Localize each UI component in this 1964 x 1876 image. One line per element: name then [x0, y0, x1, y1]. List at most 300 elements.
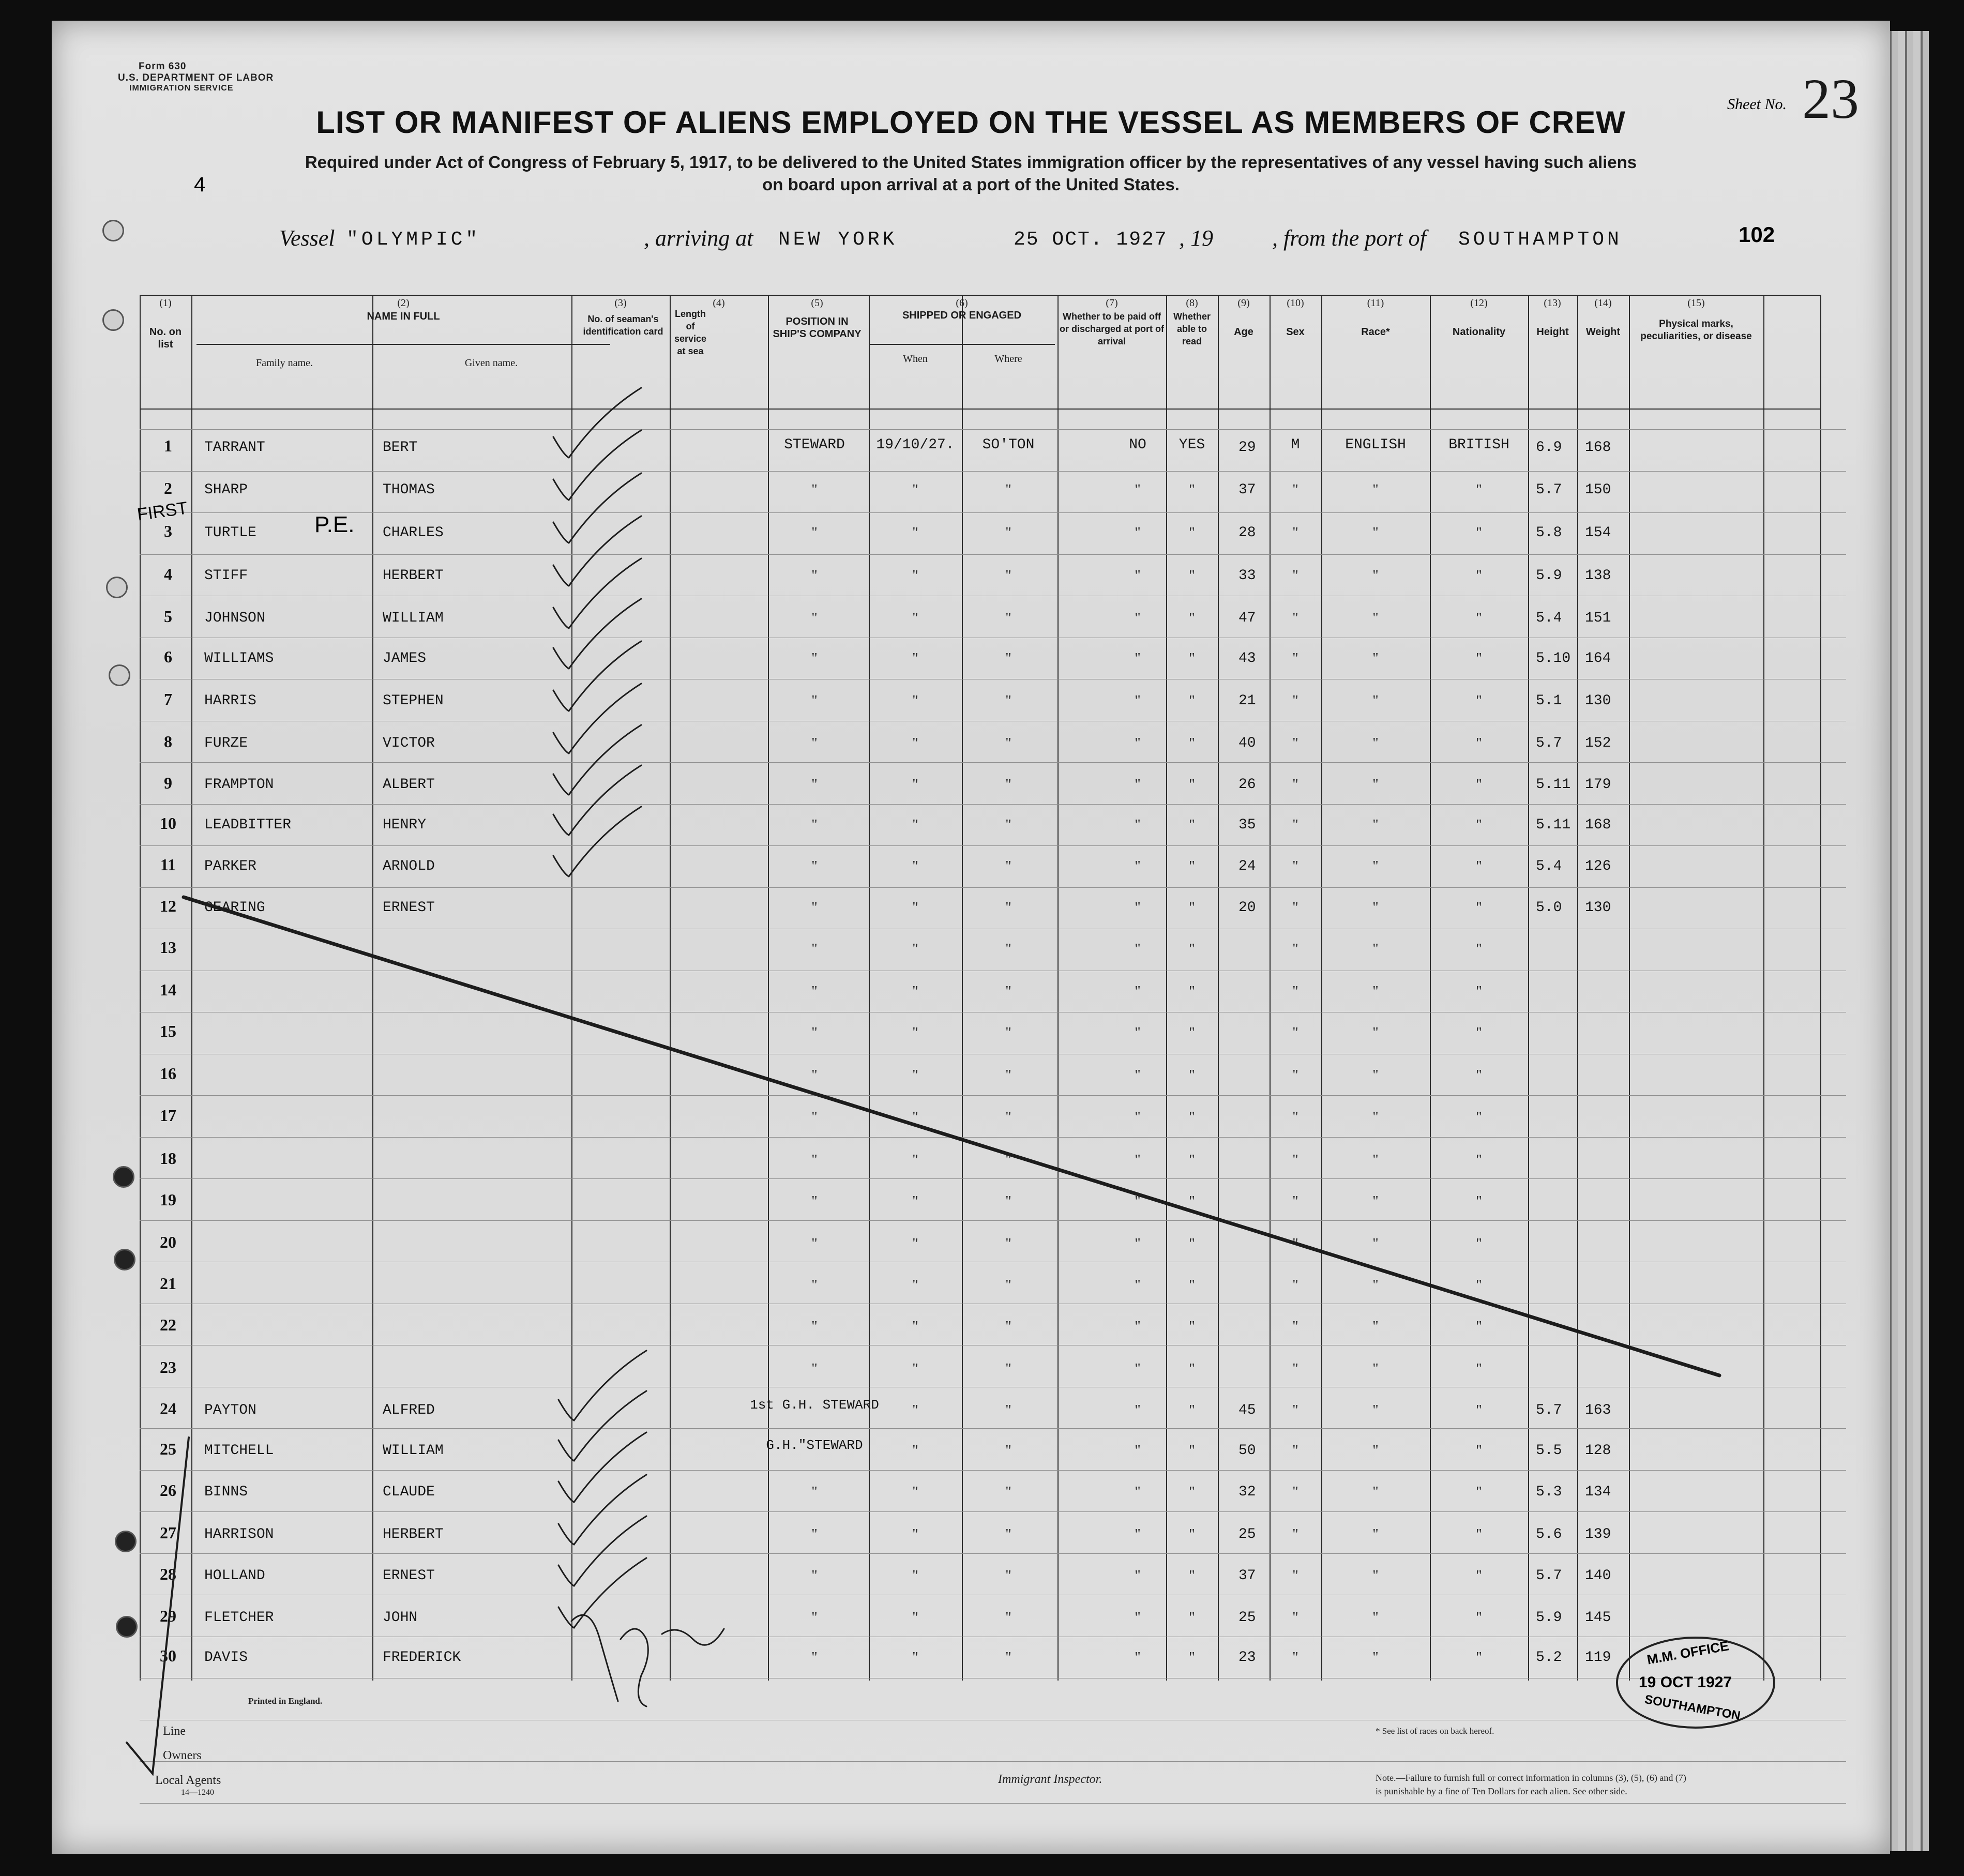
ditto-mark: " [1189, 1319, 1195, 1335]
ditto-mark: " [1292, 900, 1298, 916]
page-number: 102 [1739, 222, 1775, 247]
ditto-mark: " [1476, 610, 1482, 626]
ditto-mark: " [912, 858, 918, 874]
ditto-mark: " [1292, 941, 1298, 957]
ditto-mark: " [912, 1109, 918, 1125]
ditto-mark: " [1372, 817, 1379, 833]
ditto-mark: " [811, 610, 818, 626]
ditto-mark: " [1189, 1650, 1195, 1666]
family-name: HARRISON [204, 1526, 274, 1542]
weight-cell: 138 [1585, 568, 1611, 584]
ditto-mark: " [811, 1277, 818, 1293]
family-name: FLETCHER [204, 1610, 274, 1626]
ditto-mark: " [1135, 1193, 1141, 1209]
age-cell: 45 [1238, 1402, 1256, 1418]
family-name: BINNS [204, 1484, 248, 1500]
family-name: JOHNSON [204, 610, 265, 626]
ditto-mark: " [1135, 1568, 1141, 1584]
ditto-mark: " [1189, 1484, 1195, 1500]
age-cell: 21 [1238, 693, 1256, 709]
header-name-in-full: NAME IN FULL [367, 311, 440, 322]
cancellation-line [184, 897, 1719, 1375]
ditto-mark: " [912, 1484, 918, 1500]
ditto-mark: " [1476, 817, 1482, 833]
row-number: 9 [164, 774, 172, 792]
ditto-mark: " [1292, 817, 1298, 833]
header-position: POSITION IN SHIP'S COMPANY [773, 316, 862, 340]
given-name: BERT [383, 440, 418, 456]
ditto-mark: " [912, 693, 918, 709]
ditto-mark: " [1476, 1443, 1482, 1459]
weight-cell: 154 [1585, 525, 1611, 541]
column-number: (5) [811, 297, 823, 309]
height-cell: 5.11 [1536, 777, 1571, 793]
ditto-mark: " [1372, 1236, 1379, 1252]
ditto-mark: " [1135, 1236, 1141, 1252]
height-cell: 5.0 [1536, 900, 1562, 916]
ditto-mark: " [1005, 1319, 1011, 1335]
family-name: PARKER [204, 858, 256, 874]
weight-cell: 168 [1585, 817, 1611, 833]
ditto-mark: " [1005, 1402, 1011, 1418]
ditto-mark: " [1189, 1109, 1195, 1125]
ditto-mark: " [912, 568, 918, 584]
family-name: HARRIS [204, 693, 256, 709]
ditto-mark: " [811, 1193, 818, 1209]
ditto-mark: " [1476, 1526, 1482, 1542]
given-name: WILLIAM [383, 1443, 444, 1459]
row-number: 22 [160, 1315, 176, 1334]
height-cell: 5.9 [1536, 1610, 1562, 1626]
header-shipped-engaged: SHIPPED OR ENGAGED [902, 310, 1022, 321]
row-number: 2 [164, 479, 172, 497]
ditto-mark: " [1189, 610, 1195, 626]
margin-mark: 4 [194, 173, 206, 196]
ditto-mark: " [912, 1193, 918, 1209]
ditto-mark: " [811, 1361, 818, 1377]
header-weight: Weight [1585, 326, 1621, 338]
ditto-mark: " [1189, 735, 1195, 751]
ditto-mark: " [811, 1610, 818, 1626]
column-number: (13) [1544, 297, 1561, 309]
ditto-mark: " [912, 1067, 918, 1083]
age-cell: 37 [1238, 482, 1256, 498]
given-name: HERBERT [383, 568, 444, 584]
nationality-cell: BRITISH [1448, 437, 1509, 453]
ditto-mark: " [1476, 482, 1482, 498]
row-number: 24 [160, 1399, 176, 1418]
family-name: TURTLE [204, 525, 256, 541]
ditto-mark: " [1135, 610, 1141, 626]
age-cell: 26 [1238, 777, 1256, 793]
family-name: TARRANT [204, 440, 265, 456]
stamp-bottom-text: SOUTHAMPTON [1643, 1692, 1742, 1723]
family-name: GEARING [204, 900, 265, 916]
row-number: 20 [160, 1233, 176, 1251]
weight-cell: 164 [1585, 650, 1611, 667]
ditto-mark: " [912, 817, 918, 833]
ditto-mark: " [1372, 1526, 1379, 1542]
ditto-mark: " [1292, 610, 1298, 626]
ditto-mark: " [1005, 1109, 1011, 1125]
row-number: 13 [160, 938, 176, 957]
weight-cell: 134 [1585, 1484, 1611, 1500]
ditto-mark: " [811, 1319, 818, 1335]
ditto-mark: " [1135, 568, 1141, 584]
ditto-mark: " [811, 1650, 818, 1666]
ditto-mark: " [1189, 858, 1195, 874]
ditto-mark: " [1476, 941, 1482, 957]
ditto-mark: " [1292, 1109, 1298, 1125]
sheet-number: 23 [1802, 67, 1859, 130]
ditto-mark: " [1135, 900, 1141, 916]
ditto-mark: " [1005, 1443, 1011, 1459]
ditto-mark: " [1476, 858, 1482, 874]
height-cell: 5.7 [1536, 1568, 1562, 1584]
ditto-mark: " [1476, 984, 1482, 1000]
height-cell: 5.7 [1536, 1402, 1562, 1418]
check-mark [553, 430, 641, 500]
first-class-annotation: FIRST [135, 498, 189, 525]
header-family-name: Family name. [256, 357, 313, 369]
ditto-mark: " [811, 1568, 818, 1584]
given-name: ALBERT [383, 777, 435, 793]
row-number: 21 [160, 1274, 176, 1293]
ditto-mark: " [1292, 1193, 1298, 1209]
ditto-mark: " [1005, 858, 1011, 874]
ditto-mark: " [1372, 650, 1379, 667]
ditto-mark: " [912, 1610, 918, 1626]
family-name: LEADBITTER [204, 817, 292, 833]
ditto-mark: " [1005, 1610, 1011, 1626]
ditto-mark: " [811, 1025, 818, 1041]
ditto-mark: " [1189, 693, 1195, 709]
ditto-mark: " [1476, 1402, 1482, 1418]
where-cell: SO'TON [982, 437, 1035, 453]
ditto-mark: " [1189, 1277, 1195, 1293]
race-cell: ENGLISH [1345, 437, 1406, 453]
ditto-mark: " [1135, 735, 1141, 751]
ditto-mark: " [912, 1152, 918, 1168]
ditto-mark: " [1005, 482, 1011, 498]
form-code: 14—1240 [181, 1788, 214, 1797]
check-mark [553, 684, 641, 753]
ditto-mark: " [1135, 777, 1141, 793]
ditto-mark: " [1189, 777, 1195, 793]
ditto-mark: " [1372, 777, 1379, 793]
sheet-number-label: Sheet No. [1727, 96, 1787, 113]
ditto-mark: " [1135, 858, 1141, 874]
handwritten-marks [52, 21, 1890, 1854]
ditto-mark: " [1372, 693, 1379, 709]
row-number: 23 [160, 1358, 176, 1376]
weight-cell: 126 [1585, 858, 1611, 874]
header-paid-off: Whether to be paid off or discharged at port of arrival [1059, 311, 1165, 346]
ditto-mark: " [1189, 1361, 1195, 1377]
age-cell: 47 [1238, 610, 1256, 626]
age-cell: 25 [1238, 1610, 1256, 1626]
row-number: 1 [164, 436, 172, 455]
ditto-mark: " [1372, 735, 1379, 751]
ditto-mark: " [1372, 1484, 1379, 1500]
ditto-mark: " [1476, 568, 1482, 584]
row-number: 12 [160, 897, 176, 915]
age-cell: 40 [1238, 735, 1256, 751]
ditto-mark: " [1005, 1361, 1011, 1377]
weight-cell: 179 [1585, 777, 1611, 793]
given-name: CLAUDE [383, 1484, 435, 1500]
check-mark [553, 641, 641, 711]
check-mark [558, 1516, 646, 1586]
ditto-mark: " [811, 1152, 818, 1168]
family-name: PAYTON [204, 1402, 256, 1418]
margin-check-mark [127, 1438, 189, 1774]
ditto-mark: " [1135, 1277, 1141, 1293]
ditto-mark: " [811, 482, 818, 498]
ditto-mark: " [1372, 1025, 1379, 1041]
from-port-label: , from the port of [1272, 225, 1426, 251]
weight-cell: 128 [1585, 1443, 1611, 1459]
ditto-mark: " [811, 735, 818, 751]
column-number: (15) [1687, 297, 1705, 309]
ditto-mark: " [811, 1526, 818, 1542]
height-cell: 5.7 [1536, 735, 1562, 751]
header-where: Where [994, 353, 1022, 365]
fine-note-line-1: Note.—Failure to furnish full or correct information in columns (3), (5), (6) and (7) [1376, 1773, 1686, 1783]
ditto-mark: " [811, 1067, 818, 1083]
ditto-mark: " [1372, 1109, 1379, 1125]
given-name: ALFRED [383, 1402, 435, 1418]
header-physical-marks: Physical marks, peculiarities, or disease [1640, 319, 1752, 342]
ditto-mark: " [811, 858, 818, 874]
check-mark [553, 558, 641, 628]
ditto-mark: " [1005, 693, 1011, 709]
ditto-mark: " [1292, 1067, 1298, 1083]
weight-cell: 145 [1585, 1610, 1611, 1626]
header-age: Age [1234, 326, 1253, 338]
ditto-mark: " [1372, 1319, 1379, 1335]
family-name: MITCHELL [204, 1443, 274, 1459]
year-label: , 19 [1179, 225, 1213, 251]
height-cell: 6.9 [1536, 440, 1562, 456]
ditto-mark: " [1005, 568, 1011, 584]
row-number: 4 [164, 565, 172, 583]
ditto-mark: " [1476, 1650, 1482, 1666]
header-able-read: Whether able to read [1173, 311, 1211, 346]
ditto-mark: " [1372, 1193, 1379, 1209]
ditto-mark: " [1005, 610, 1011, 626]
read-cell: YES [1179, 437, 1205, 453]
ditto-mark: " [1005, 1650, 1011, 1666]
row-number: 14 [160, 980, 176, 999]
subtitle-line-2: on board upon arrival at a port of the United States. [762, 175, 1180, 194]
ditto-mark: " [1189, 1568, 1195, 1584]
ditto-mark: " [1292, 984, 1298, 1000]
ditto-mark: " [1005, 777, 1011, 793]
ditto-mark: " [1189, 984, 1195, 1000]
ditto-mark: " [1476, 1319, 1482, 1335]
height-cell: 5.4 [1536, 610, 1562, 626]
ditto-mark: " [1135, 482, 1141, 498]
line-label: Line [163, 1724, 186, 1738]
ditto-mark: " [1135, 1526, 1141, 1542]
given-name: JAMES [383, 650, 427, 667]
ditto-mark: " [1292, 693, 1298, 709]
weight-cell: 150 [1585, 482, 1611, 498]
height-cell: 5.9 [1536, 568, 1562, 584]
ditto-mark: " [1135, 1443, 1141, 1459]
printed-in-england: Printed in England. [248, 1696, 323, 1706]
family-name: SHARP [204, 482, 248, 498]
row-number: 17 [160, 1106, 176, 1125]
row-number: 26 [160, 1481, 176, 1500]
ditto-mark: " [1005, 900, 1011, 916]
weight-cell: 152 [1585, 735, 1611, 751]
given-name: JOHN [383, 1610, 418, 1626]
given-name: THOMAS [383, 482, 435, 498]
age-cell: 28 [1238, 525, 1256, 541]
height-cell: 5.5 [1536, 1443, 1562, 1459]
ditto-mark: " [1189, 1443, 1195, 1459]
ditto-mark: " [811, 1109, 818, 1125]
ditto-mark: " [1005, 941, 1011, 957]
ditto-mark: " [1372, 1610, 1379, 1626]
ditto-mark: " [912, 1443, 918, 1459]
header-given-name: Given name. [464, 357, 518, 369]
ditto-mark: " [1135, 1152, 1141, 1168]
ditto-mark: " [1476, 900, 1482, 916]
ditto-mark: " [1372, 525, 1379, 541]
age-cell: 24 [1238, 858, 1256, 874]
check-mark [558, 1351, 646, 1420]
family-name: WILLIAMS [204, 650, 274, 667]
ditto-mark: " [1135, 1650, 1141, 1666]
ditto-mark: " [1372, 1152, 1379, 1168]
ditto-mark: " [912, 610, 918, 626]
ditto-mark: " [1372, 568, 1379, 584]
check-mark [553, 725, 641, 795]
ditto-mark: " [1189, 1610, 1195, 1626]
height-cell: 5.7 [1536, 482, 1562, 498]
ditto-mark: " [1476, 693, 1482, 709]
family-name: STIFF [204, 568, 248, 584]
ditto-mark: " [811, 1484, 818, 1500]
ditto-mark: " [912, 650, 918, 667]
age-cell: 32 [1238, 1484, 1256, 1500]
check-mark [558, 1475, 646, 1545]
check-mark [553, 516, 641, 586]
family-name: HOLLAND [204, 1568, 265, 1584]
ditto-mark: " [1189, 1402, 1195, 1418]
ditto-mark: " [1135, 1319, 1141, 1335]
column-number: (6) [956, 297, 968, 309]
ditto-mark: " [1005, 1067, 1011, 1083]
column-number: (7) [1106, 297, 1118, 309]
age-cell: 29 [1238, 440, 1256, 456]
ditto-mark: " [1292, 568, 1298, 584]
weight-cell: 119 [1585, 1650, 1611, 1666]
ditto-mark: " [912, 900, 918, 916]
check-mark [558, 1558, 646, 1628]
subtitle-line-1: Required under Act of Congress of February 5, 1917, to be delivered to the United States immigration officer by the representatives of any vessel having such aliens [305, 153, 1637, 172]
ditto-mark: " [1476, 1109, 1482, 1125]
ditto-mark: " [1292, 1236, 1298, 1252]
ditto-mark: " [1005, 1193, 1011, 1209]
ditto-mark: " [912, 984, 918, 1000]
ditto-mark: " [1372, 1650, 1379, 1666]
vessel-label: Vessel [279, 225, 335, 251]
check-mark [558, 1391, 646, 1461]
ditto-mark: " [1372, 1568, 1379, 1584]
age-cell: 35 [1238, 817, 1256, 833]
height-cell: 5.3 [1536, 1484, 1562, 1500]
ditto-mark: " [912, 735, 918, 751]
ditto-mark: " [1292, 735, 1298, 751]
header-when: When [903, 353, 928, 365]
ditto-mark: " [1372, 1443, 1379, 1459]
arrival-date: 25 OCT. 1927 [1014, 229, 1168, 251]
row-number: 5 [164, 607, 172, 626]
check-mark [553, 473, 641, 543]
row-number: 10 [160, 814, 176, 833]
ditto-mark: " [1476, 650, 1482, 667]
row-number: 11 [160, 855, 176, 874]
arriving-label: , arriving at [644, 225, 753, 251]
column-number: (8) [1186, 297, 1198, 309]
ditto-mark: " [1476, 1610, 1482, 1626]
fine-note-line-2: is punishable by a fine of Ten Dollars for each alien. See other side. [1376, 1786, 1627, 1796]
inspector-label: Immigrant Inspector. [998, 1773, 1102, 1786]
ditto-mark: " [1372, 610, 1379, 626]
header-race: Race* [1361, 326, 1390, 338]
ditto-mark: " [1476, 1193, 1482, 1209]
weight-cell: 130 [1585, 693, 1611, 709]
weight-cell: 163 [1585, 1402, 1611, 1418]
row-number: 28 [160, 1565, 176, 1583]
inspector-signature [571, 1615, 724, 1706]
given-name: FREDERICK [383, 1650, 461, 1666]
position-cell: G.H."STEWARD [766, 1438, 863, 1453]
height-cell: 5.6 [1536, 1526, 1562, 1542]
ditto-mark: " [1372, 482, 1379, 498]
ditto-mark: " [1476, 1568, 1482, 1584]
ditto-mark: " [1292, 1152, 1298, 1168]
row-number: 15 [160, 1022, 176, 1040]
row-number: 3 [164, 522, 172, 540]
header-seaman-card: No. of seaman's identification card [583, 314, 663, 337]
ditto-mark: " [1292, 1277, 1298, 1293]
given-name: HERBERT [383, 1526, 444, 1542]
header-no-on-list: No. on list [149, 326, 182, 350]
ditto-mark: " [912, 1236, 918, 1252]
when-cell: 19/10/27. [876, 437, 955, 453]
family-name: DAVIS [204, 1650, 248, 1666]
ditto-mark: " [1292, 1443, 1298, 1459]
manifest-title: LIST OR MANIFEST OF ALIENS EMPLOYED ON THE VESSEL AS MEMBERS OF CREW [316, 105, 1626, 140]
ditto-mark: " [1135, 1361, 1141, 1377]
header-length-service: Length of service at sea [674, 309, 707, 356]
stamp-date: 19 OCT 1927 [1639, 1674, 1732, 1691]
height-cell: 5.4 [1536, 858, 1562, 874]
ditto-mark: " [1372, 900, 1379, 916]
ditto-mark: " [811, 941, 818, 957]
height-cell: 5.2 [1536, 1650, 1562, 1666]
family-name: FRAMPTON [204, 777, 274, 793]
arriving-port: NEW YORK [778, 229, 898, 251]
ditto-mark: " [1372, 941, 1379, 957]
given-name: HENRY [383, 817, 427, 833]
ditto-mark: " [1372, 1402, 1379, 1418]
